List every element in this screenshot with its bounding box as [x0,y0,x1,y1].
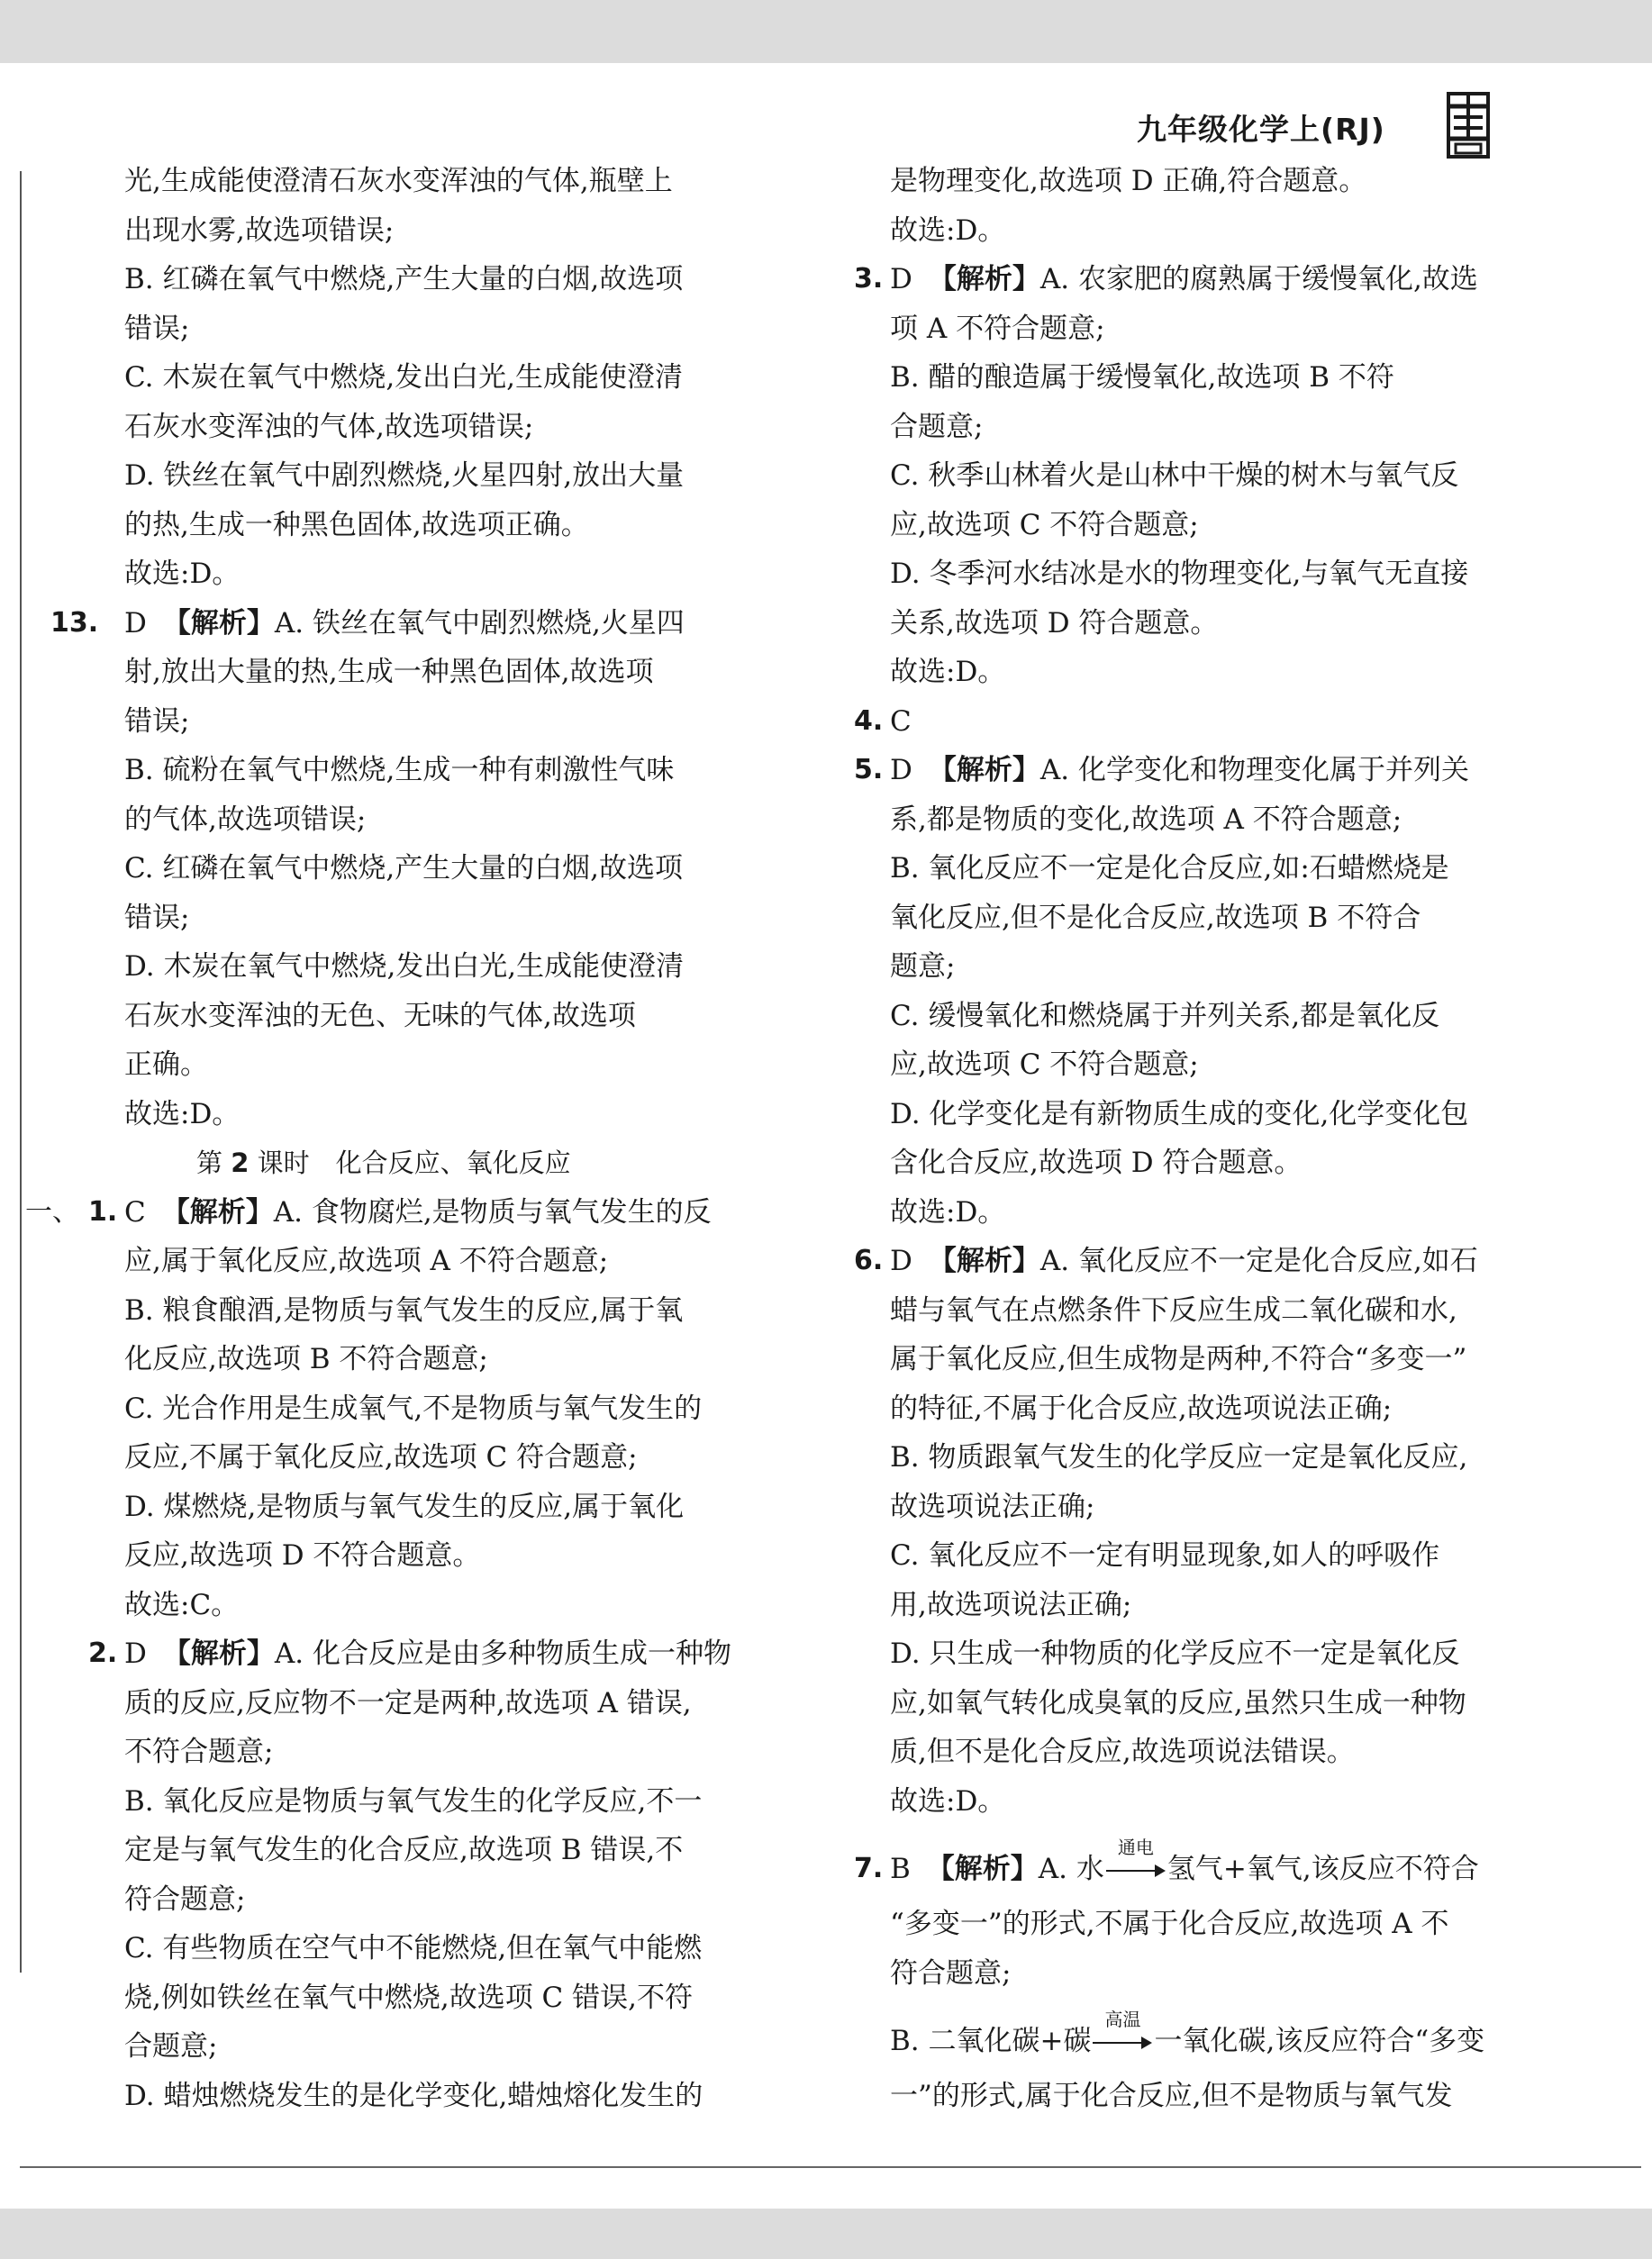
text-line: 符合题意; [890,1956,1012,1990]
text-line: 故选:C。 [124,1588,240,1621]
page-header-title: 九年级化学上(RJ) [1137,112,1385,147]
question-number: 2. [88,1638,118,1669]
text-line: A. 化合反应是由多种物质生成一种物 [274,1638,731,1670]
text-line: 系,都是物质的变化,故选项 A 不符合题意; [890,803,1402,836]
answer-letter: D [124,606,147,640]
question-5 [854,746,1520,795]
bottom-rule [20,2166,1641,2168]
text-line: 质的反应,反应物不一定是两种,故选项 A 错误, [124,1686,692,1719]
reaction-arrow [1093,2008,1152,2053]
text-line: 射,放出大量的热,生成一种黑色固体,故选项 [124,656,654,688]
text-line: C. 有些物质在空气中不能燃烧,但在氧气中能燃 [124,1932,703,1964]
question-4 [854,697,1520,747]
text-line: C. 氧化反应不一定有明显现象,如人的呼吸作 [890,1539,1440,1572]
text-line: 反应,不属于氧化反应,故选项 C 符合题意; [124,1441,638,1474]
text-line: 定是与氧气发生的化合反应,故选项 B 错误,不 [124,1834,684,1866]
arrow-shaft [1106,1870,1158,1872]
text-line: D. 煤燃烧,是物质与氧气发生的反应,属于氧化 [124,1490,685,1523]
text-line: 合题意; [890,410,984,443]
text-line: 出现水雾,故选项错误; [124,213,395,247]
text-line: D. 化学变化是有新物质生成的变化,化学变化包 [890,1097,1469,1130]
text-line: 应,故选项 C 不符合题意; [890,508,1199,541]
text-line: 含化合反应,故选项 D 符合题意。 [890,1147,1303,1179]
subheading-pre: 第 [196,1148,231,1178]
text-line: 错误; [124,704,190,738]
answer-letter: D [890,1245,912,1277]
text-line: 正确。 [124,1048,208,1081]
text-line: C. 秋季山林着火是山林中干燥的树木与氧气反 [890,459,1459,492]
section-label: 一、 [25,1195,79,1228]
text-line: 化反应,故选项 B 不符合题意; [124,1343,488,1375]
arrow-head-icon [1141,2037,1152,2049]
answer-letter: C [124,1195,146,1229]
text-line: D. 铁丝在氧气中剧烈燃烧,火星四射,放出大量 [124,459,685,492]
bottom-scan-band [0,2209,1652,2259]
subheading-post: 课时 化合反应、氧化反应 [249,1148,571,1178]
text-line: 的气体,故选项错误; [124,803,367,836]
text-line: 不符合题意; [124,1736,274,1768]
text-line: 关系,故选项 D 符合题意。 [890,606,1219,640]
question-number: 13. [50,606,99,639]
equation-prefix: A. 水 [1038,1853,1104,1885]
text-line: 项 A 不符合题意; [890,312,1105,345]
question-number: 3. [854,263,884,295]
answer-letter: C [890,704,912,738]
text-line: A. 食物腐烂,是物质与氧气发生的反 [273,1195,712,1229]
text-line: 故选:D。 [890,1195,1006,1229]
lesson-subheading [124,1139,755,1188]
text-line: 错误; [124,901,190,934]
text-line: 的热,生成一种黑色固体,故选项正确。 [124,508,589,541]
equation-line [890,1998,1520,2072]
equation-prefix: B. 二氧化碳+碳 [890,2025,1092,2057]
analysis-tag: 【解析】 [162,1638,275,1670]
text-line: 用,故选项说法正确; [890,1588,1132,1621]
text-line: D. 木炭在氧气中燃烧,发出白光,生成能使澄清 [124,950,685,983]
answer-letter: D [890,263,912,295]
text-line: 应,属于氧化反应,故选项 A 不符合题意; [124,1245,609,1277]
text-line: B. 红磷在氧气中燃烧,产生大量的白烟,故选项 [124,263,684,295]
equation-suffix: 一氧化碳,该反应符合“多变 [1154,2025,1485,2057]
equation-suffix: 氢气+氧气,该反应不符合 [1166,1853,1479,1885]
text-line: C. 缓慢氧化和燃烧属于并列关系,都是氧化反 [890,999,1440,1032]
text-line: 石灰水变浑浊的气体,故选项错误; [124,410,534,443]
text-line: 故选:D。 [124,558,241,590]
text-line: A. 化学变化和物理变化属于并列关 [1039,754,1469,786]
lesson-number: 2 [231,1148,250,1178]
arrow-head-icon [1155,1864,1166,1877]
text-line: 一”的形式,属于化合反应,但不是物质与氧气发 [890,2080,1453,2112]
question-1 [25,1188,755,1238]
text-line: 错误; [124,312,190,345]
right-column [854,157,1520,2121]
text-line: 光,生成能使澄清石灰水变浑浊的气体,瓶壁上 [124,165,673,197]
arrow-shaft [1093,2042,1145,2044]
text-line: 题意; [890,950,956,983]
text-line: A. 农家肥的腐熟属于缓慢氧化,故选 [1039,263,1478,295]
question-number: 5. [854,754,884,785]
left-margin-rule [20,171,22,1973]
text-line: B. 粮食酿酒,是物质与氧气发生的反应,属于氧 [124,1293,684,1327]
book-logo-icon [1445,90,1492,160]
text-line: D. 只生成一种物质的化学反应不一定是氧化反 [890,1638,1460,1670]
text-line: 故选:D。 [890,1784,1006,1818]
question-number: 7. [854,1853,884,1884]
question-number: 4. [854,704,884,737]
text-line: C. 光合作用是生成氧气,不是物质与氧气发生的 [124,1392,703,1425]
text-line: 故选:D。 [890,656,1006,688]
text-line: 合题意; [124,2030,218,2063]
text-line: B. 醋的酿造属于缓慢氧化,故选项 B 不符 [890,361,1394,394]
question-7 [854,1826,1520,1900]
left-column [25,157,755,2120]
text-line: 应,故选项 C 不符合题意; [890,1048,1199,1081]
text-line: 故选:D。 [124,1097,241,1130]
question-13 [50,599,755,649]
text-line: 烧,例如铁丝在氧气中燃烧,故选项 C 错误,不符 [124,1981,693,2014]
text-line: B. 氧化反应不一定是化合反应,如:石蜡燃烧是 [890,852,1449,885]
text-line: 质,但不是化合反应,故选项说法错误。 [890,1736,1355,1768]
text-line: 故选:D。 [890,213,1006,247]
text-line: A. 铁丝在氧气中剧烈燃烧,火星四 [274,606,685,640]
question-number: 6. [854,1245,884,1276]
analysis-tag: 【解析】 [162,606,275,640]
text-line: 氧化反应,但不是化合反应,故选项 B 不符合 [890,901,1421,934]
text-line: 石灰水变浑浊的无色、无味的气体,故选项 [124,999,636,1032]
question-2 [88,1629,755,1679]
question-6 [854,1237,1520,1286]
analysis-tag: 【解析】 [928,1245,1040,1277]
answer-letter: B [890,1853,911,1885]
text-line: D. 蜡烛燃烧发生的是化学变化,蜡烛熔化发生的 [124,2079,703,2112]
text-line: 符合题意; [124,1882,246,1916]
analysis-tag: 【解析】 [928,754,1040,786]
text-line: “多变一”的形式,不属于化合反应,故选项 A 不 [890,1908,1449,1940]
text-line: 属于氧化反应,但生成物是两种,不符合“多变一” [890,1343,1467,1375]
top-scan-band [0,0,1652,63]
answer-letter: D [890,754,912,786]
text-line: 故选项说法正确; [890,1490,1095,1523]
analysis-tag: 【解析】 [928,263,1040,295]
question-number: 1. [88,1195,118,1228]
text-line: B. 物质跟氧气发生的化学反应一定是氧化反应, [890,1441,1468,1474]
analysis-tag: 【解析】 [926,1853,1039,1885]
text-line: D. 冬季河水结冰是水的物理变化,与氧气无直接 [890,558,1469,590]
reaction-condition: 高温 [1104,2008,1141,2030]
text-line: B. 硫粉在氧气中燃烧,生成一种有刺激性气味 [124,754,675,786]
answer-letter: D [124,1638,147,1670]
question-3 [854,255,1520,304]
text-line: C. 红磷在氧气中燃烧,产生大量的白烟,故选项 [124,852,684,885]
text-line: 反应,故选项 D 不符合题意。 [124,1539,481,1572]
text-line: A. 氧化反应不一定是化合反应,如石 [1039,1245,1478,1277]
reaction-arrow [1106,1836,1166,1881]
text-line: C. 木炭在氧气中燃烧,发出白光,生成能使澄清 [124,361,684,394]
reaction-condition: 通电 [1117,1836,1154,1858]
analysis-tag: 【解析】 [161,1195,274,1229]
text-line: 的特征,不属于化合反应,故选项说法正确; [890,1392,1393,1425]
text-line: B. 氧化反应是物质与氧气发生的化学反应,不一 [124,1784,703,1818]
text-line: 应,如氧气转化成臭氧的反应,虽然只生成一种物 [890,1686,1466,1719]
text-line: 是物理变化,故选项 D 正确,符合题意。 [890,165,1367,197]
text-line: 蜡与氧气在点燃条件下反应生成二氧化碳和水, [890,1293,1457,1327]
